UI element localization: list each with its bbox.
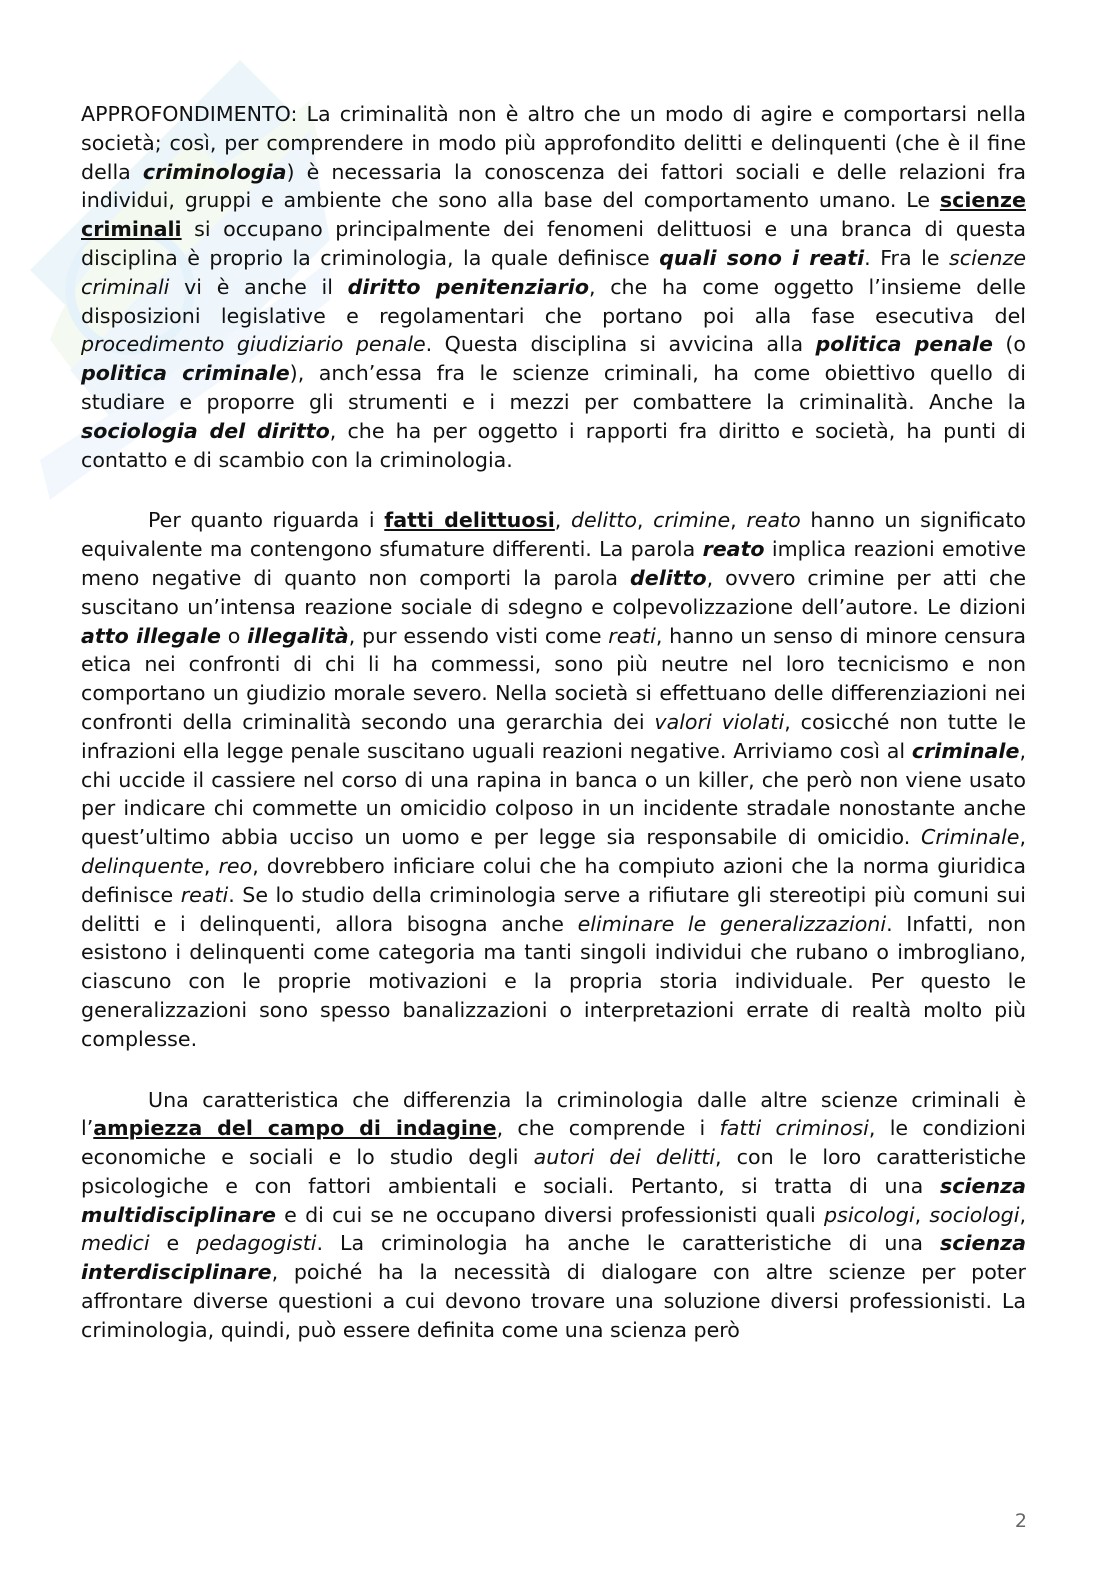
term-medici: medici xyxy=(81,1231,150,1256)
term-reato-bold: reato xyxy=(702,537,765,562)
term-delitto-bold: delitto xyxy=(629,565,707,590)
term-sociologia-del-diritto: sociologia del diritto xyxy=(81,418,330,443)
term-quali-sono-i-reati: quali sono i reati xyxy=(659,245,865,270)
term-fatti-criminosi: fatti criminosi xyxy=(719,1116,869,1141)
term-fatti-delittuosi: fatti delittuosi xyxy=(384,508,555,533)
term-scienza-interdisciplinare: scienza interdisciplinare xyxy=(81,1231,1026,1285)
paragraph-3: Una caratteristica che differenzia la criminologia dalle altre scienze criminali è l’ampiezza del campo di indagine, che comprende i fatti criminosi, le condizioni economiche e sociali e lo studio degli autori dei delitti, con le loro caratteristiche psicologiche e con fattori ambientali e sociali. Pertanto, si tratta di una scienza multidisciplinare e di cui se ne occupano diversi professionisti quali psicologi, sociologi, medici e pedagogisti. La criminologia ha anche le caratteristiche di una scienza interdisciplinare, poiché ha la necessità di dialogare con altre scienze per poter affrontare diverse questioni a cui devono trovare una soluzione diversi professionisti. La criminologia, quindi, può essere definita come una scienza però xyxy=(81,1087,1027,1342)
term-scienze-criminali: scienze criminali xyxy=(81,188,1026,242)
document-body xyxy=(81,100,1026,1345)
term-ampiezza-del-campo-di-indagine: ampiezza del campo di indagine xyxy=(93,1116,497,1141)
term-valori-violati: valori violati xyxy=(654,709,785,734)
term-eliminare-le-generalizzazioni: eliminare le generalizzazioni xyxy=(577,911,887,936)
paragraph-2: Per quanto riguarda i fatti delittuosi, delitto, crimine, reato hanno un significato equivalente ma contengono sfumature differenti. La parola reato implica reazioni emotive meno negative di quanto non comporti la parola delitto, ovvero crimine per atti che suscitano un’intensa reazione sociale di sdegno e colpevolizzazione dell’autore. Le dizioni atto illegale o illegalità, pur essendo visti come reati, hanno un senso di minore censura etica nei confronti di chi li ha commessi, sono più neutre nel loro tecnicismo e non comportano un giudizio morale severo. Nella società si effettuano delle differenziazioni nei confronti della criminalità secondo una gerarchia dei valori violati, cosicché non tutte le infrazioni ella legge penale suscitano uguali reazioni negative. Arriviamo così al criminale, chi uccide il cassiere nel corso di una rapina in banca o un killer, che però non viene usato per indicare chi commette un omicidio colposo in un incidente stradale nonostante anche quest’ultimo abbia ucciso un uomo e per legge sia responsabile di omicidio. Criminale, delinquente, reo, dovrebbero inficiare colui che ha compiuto azioni che la norma giuridica definisce reati. Se lo studio della criminologia serve a rifiutare gli stereotipi più comuni sui delitti e i delinquenti, allora bisogna anche eliminare le generalizzazioni. Infatti, non esistono i delinquenti come categoria ma tanti singoli individui che rubano o imbrogliano, ciascuno con le proprie motivazioni e la propria storia individuale. Per questo le generalizzazioni sono spesso banalizzazioni o interpretazioni errate di realtà molto più complesse. xyxy=(81,508,1027,1051)
term-delinquente: delinquente xyxy=(81,853,204,878)
term-scienza-multidisciplinare: scienza multidisciplinare xyxy=(81,1173,1026,1227)
term-criminale: criminale xyxy=(911,738,1020,763)
page-number: 2 xyxy=(1014,1510,1027,1532)
term-sociologi: sociologi xyxy=(929,1202,1020,1227)
term-diritto-penitenziario: diritto penitenziario xyxy=(347,274,589,299)
term-reato: reato xyxy=(746,508,801,533)
term-politica-criminale: politica criminale xyxy=(81,361,290,386)
term-criminale-italic: Criminale xyxy=(921,825,1020,850)
term-reati: reati xyxy=(608,623,656,648)
term-criminologia: criminologia xyxy=(142,159,287,184)
term-politica-penale: politica penale xyxy=(815,332,993,357)
term-procedimento-giudiziario-penale: procedimento giudiziario penale xyxy=(81,332,426,357)
term-pedagogisti: pedagogisti xyxy=(196,1231,317,1256)
term-atto-illegale: atto illegale xyxy=(81,623,221,648)
term-delitto: delitto xyxy=(570,508,637,533)
term-autori-dei-delitti: autori dei delitti xyxy=(533,1145,715,1170)
term-reo: reo xyxy=(218,853,253,878)
term-illegalita: illegalità xyxy=(247,623,349,648)
term-psicologi: psicologi xyxy=(824,1202,915,1227)
term-scienze-criminali-italic: scienze criminali xyxy=(81,245,1027,299)
term-crimine: crimine xyxy=(653,508,731,533)
term-reati-2: reati xyxy=(180,882,229,907)
paragraph-1: APPROFONDIMENTO: La criminalità non è altro che un modo di agire e comportarsi nella società; così, per comprendere in modo più approfondito delitti e delinquenti (che è il fine della criminologia) è necessaria la conoscenza dei fattori sociali e delle relazioni fra individui, gruppi e ambiente che sono alla base del comportamento umano. Le scienze criminali si occupano principalmente dei fenomeni delittuosi e una branca di questa disciplina è proprio la criminologia, la quale definisce quali sono i reati. Fra le scienze criminali vi è anche il diritto penitenziario, che ha come oggetto l’insieme delle disposizioni legislative e regolamentari che portano poi alla fase esecutiva del procedimento giudiziario penale. Questa disciplina si avvicina alla politica penale (o politica criminale), anch’essa fra le scienze criminali, ha come obiettivo quello di studiare e proporre gli strumenti e i mezzi per combattere la criminalità. Anche la sociologia del diritto, che ha per oggetto i rapporti fra diritto e società, ha punti di contatto e di scambio con la criminologia. xyxy=(81,102,1027,472)
